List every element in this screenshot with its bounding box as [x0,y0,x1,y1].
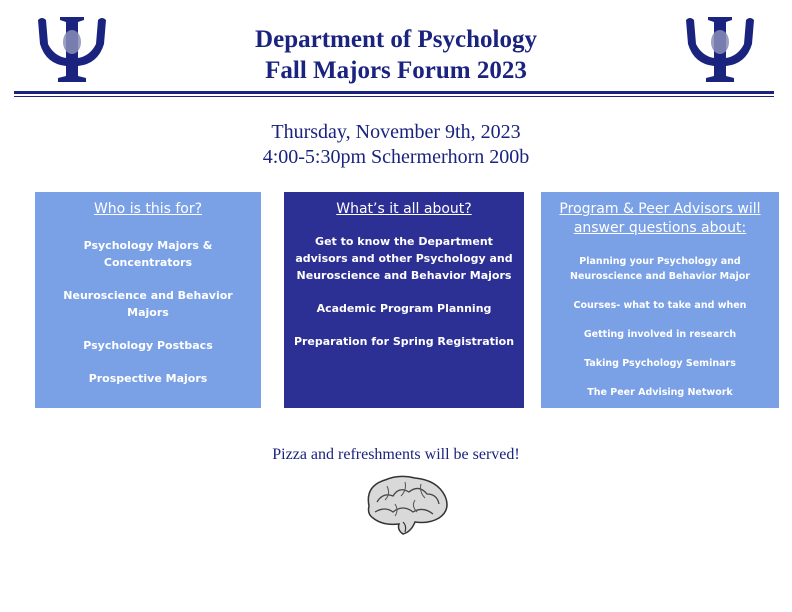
advisors-list [541,254,779,400]
list-item: Planning your Psychology and Neuroscience and Behavior Major [570,256,750,282]
box-heading: Who is this for? [93,201,203,217]
list-item: Getting involved in research [583,329,737,340]
brain-icon [359,472,453,538]
list-item: Academic Program Planning [316,302,492,315]
advisors-box [541,192,779,408]
list-item: Preparation for Spring Registration [293,335,515,348]
about-box [284,192,524,408]
event-time-place: 4:00-5:30pm Schermerhorn 200b [262,146,530,168]
title-line-forum: Fall Majors Forum 2023 [265,57,527,84]
audience-list [35,237,261,387]
list-item: Get to know the Department advisors and other Psychology and Neuroscience and Behavior Majors [295,235,513,282]
list-item: Psychology Postbacs [83,339,213,352]
list-item: The Peer Advising Network [587,387,733,398]
audience-box [35,192,261,408]
title-line-department: Department of Psychology [255,26,537,53]
about-list [284,233,524,350]
list-item: Psychology Majors & Concentrators [83,239,213,269]
box-heading: What’s it all about? [336,201,472,217]
list-item: Taking Psychology Seminars [584,358,736,369]
header-divider [14,91,774,94]
list-item: Courses- what to take and when [573,300,747,311]
event-details [0,120,792,170]
refreshments-note: Pizza and refreshments will be served! [272,446,520,463]
list-item: Neuroscience and Behavior Majors [63,289,233,319]
list-item: Prospective Majors [88,372,208,385]
event-date: Thursday, November 9th, 2023 [271,121,521,143]
page-title [0,24,792,86]
header-divider-thin [14,96,774,97]
box-heading: Program & Peer Advisors will answer questions about: [559,201,761,236]
